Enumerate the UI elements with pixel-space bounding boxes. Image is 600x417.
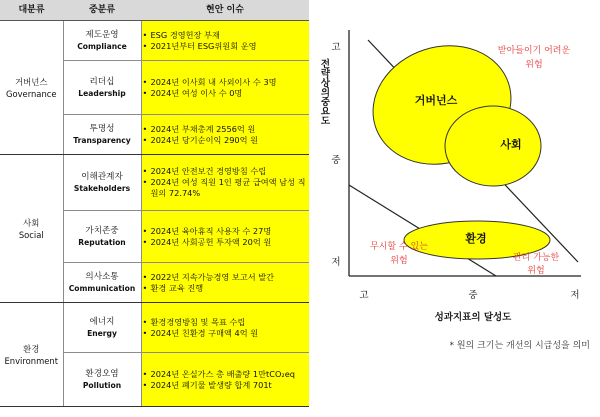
major-en: Social: [18, 229, 44, 240]
bubble-label-environment: 환경: [465, 232, 487, 245]
issue-item: • 2024년 이사회 내 사외이사 수 3명: [142, 77, 310, 88]
mid-en: Stakeholders: [73, 184, 131, 193]
mid-en: Transparency: [73, 136, 131, 145]
major-en: Governance: [5, 88, 57, 99]
risk-matrix-svg: [318, 0, 600, 413]
zone-label-manageable-2: 위험: [527, 266, 545, 276]
x-axis-title: 성과지표의 달성도: [434, 312, 512, 323]
major-ko: 사회: [23, 217, 40, 228]
header-major: 대분류: [0, 0, 63, 21]
issue-item: • 2024년 온실가스 총 배출량 1만tCO₂eq: [142, 369, 310, 380]
zone-label-unacceptable-2: 위험: [525, 60, 543, 70]
issue-item: • 2024년 여성 이사 수 0명: [142, 88, 310, 99]
issue-cell: [141, 303, 309, 353]
y-tick-high: 고: [331, 42, 341, 53]
table-row: [0, 303, 309, 353]
issue-cell: [141, 155, 309, 211]
issue-cell: [141, 61, 309, 115]
issue-cell: [141, 115, 309, 155]
issue-cell: [141, 263, 309, 303]
major-ko: 환경: [23, 343, 40, 354]
mid-category-stakeholders: [63, 155, 141, 211]
x-tick-high: 고: [359, 290, 369, 301]
major-category-governance: [0, 21, 63, 155]
issue-item: • 2024년 당기순이익 290억 원: [142, 135, 310, 146]
header-mid: 중분류: [63, 0, 141, 21]
table-row: [0, 21, 309, 61]
mid-ko: 의사소통: [85, 272, 119, 282]
major-category-environment: [0, 303, 63, 407]
y-tick-mid: 중: [331, 155, 341, 166]
y-tick-low: 저: [331, 257, 341, 268]
issue-item: • 2024년 여성 직원 1인 평균 급여액 남성 직원의 72.74%: [142, 177, 310, 199]
major-en: Environment: [4, 355, 58, 366]
mid-en: Energy: [87, 329, 117, 338]
issue-item: • 2024년 사회공헌 투자액 20억 원: [142, 237, 310, 248]
mid-category-transparency: [63, 115, 141, 155]
mid-ko: 투명성: [89, 124, 115, 134]
y-axis-title: 전략상의중요도: [318, 58, 330, 126]
zone-label-negligible-1: 무시할 수 있는: [370, 242, 428, 252]
mid-ko: 환경오염: [85, 369, 119, 379]
issue-item: • 2022년 지속가능경영 보고서 발간: [142, 272, 310, 283]
issue-cell: [141, 21, 309, 61]
major-ko: 거버넌스: [15, 76, 48, 87]
risk-matrix: [318, 0, 600, 413]
mid-en: Communication: [68, 284, 136, 293]
mid-ko: 에너지: [89, 317, 115, 327]
issue-item: • 환경경영방침 및 목표 수립: [142, 317, 310, 328]
issue-item: • 2024년 부채총계 2556억 원: [142, 124, 310, 135]
issue-item: • 2024년 안전보건 경영방침 수립: [142, 166, 310, 177]
issue-item: • 2024년 친환경 구매액 4억 원: [142, 328, 310, 339]
mid-category-energy: [63, 303, 141, 353]
issue-item: • 2021년부터 ESG위원회 운영: [142, 41, 310, 52]
issue-cell: [141, 353, 309, 407]
mid-en: Pollution: [82, 381, 122, 390]
mid-en: Leadership: [78, 89, 126, 98]
zone-label-negligible-2: 위험: [390, 256, 408, 266]
mid-category-compliance: [63, 21, 141, 61]
issue-item: • 환경 교육 진행: [142, 283, 310, 294]
mid-category-leadership: [63, 61, 141, 115]
mid-en: Reputation: [78, 238, 126, 247]
mid-ko: 이해관계자: [81, 172, 123, 182]
issue-item: • 2024년 폐기물 발생량 합계 701t: [142, 380, 310, 391]
issue-item: • 2024년 육아휴직 사용자 수 27명: [142, 226, 310, 237]
header-issues: 현안 이슈: [141, 0, 309, 21]
bubble-label-governance: 거버넌스: [414, 94, 458, 107]
bubble-social: [445, 106, 541, 186]
zone-label-unacceptable-1: 받아들이기 어려운: [497, 46, 571, 56]
issue-cell: [141, 211, 309, 263]
zone-label-manageable-1: 관리 가능한: [512, 253, 560, 263]
mid-ko: 제도운영: [85, 30, 119, 40]
mid-category-communication: [63, 263, 141, 303]
x-tick-mid: 중: [468, 290, 478, 301]
mid-en: Compliance: [77, 42, 127, 51]
issue-item: • ESG 경영헌장 부재: [142, 30, 310, 41]
table-row: [0, 155, 309, 211]
major-category-social: [0, 155, 63, 303]
mid-ko: 가치존중: [85, 226, 119, 236]
bubble-label-social: 사회: [500, 138, 522, 151]
matrix-footnote: * 원의 크기는 개선의 시급성을 의미: [449, 341, 590, 351]
mid-category-reputation: [63, 211, 141, 263]
mid-ko: 리더십: [89, 77, 115, 87]
x-tick-low: 저: [570, 290, 580, 301]
mid-category-pollution: [63, 353, 141, 407]
table-header-row: [0, 0, 309, 21]
